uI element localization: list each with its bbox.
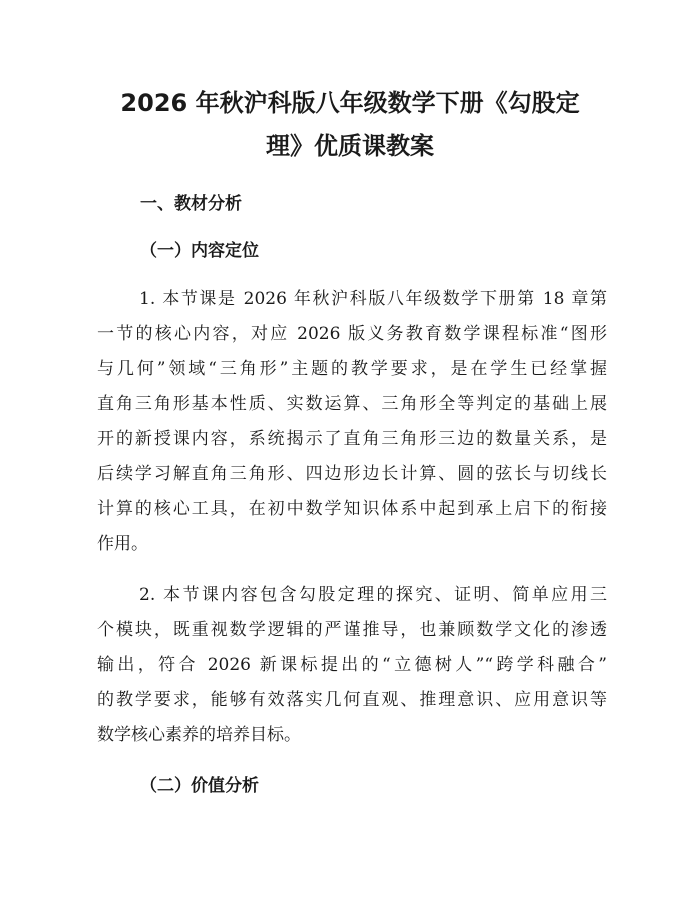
paragraph-1-line: 后续学习解直角三角形、四边形边长计算、圆的弦长与切线长 — [97, 464, 607, 484]
subsection-heading-value-analysis: （二）价值分析 — [140, 776, 259, 796]
document-title-line-2: 理》优质课教案 — [266, 132, 434, 160]
paragraph-2-line: 个模块，既重视数学逻辑的严谨推导，也兼顾数学文化的渗透 — [97, 620, 607, 640]
paragraph-2 — [97, 578, 607, 753]
paragraph-1-line: 与几何”领域“三角形”主题的教学要求，是在学生已经掌握 — [97, 359, 607, 379]
paragraph-2-line: 数学核心素养的培养目标。 — [97, 725, 301, 745]
document-title-line-1: 2026 年秋沪科版八年级数学下册《勾股定 — [120, 89, 580, 117]
paragraph-1 — [97, 282, 607, 562]
section-heading-textbook-analysis: 一、教材分析 — [140, 194, 242, 214]
paragraph-2-line: 输出，符合 2026 新课标提出的“立德树人”“跨学科融合” — [97, 655, 607, 675]
paragraph-1-line: 一节的核心内容，对应 2026 版义务教育数学课程标准“图形 — [97, 324, 607, 344]
paragraph-1-line: 1. 本节课是 2026 年秋沪科版八年级数学下册第 18 章第 — [139, 289, 607, 309]
paragraph-2-line: 的教学要求，能够有效落实几何直观、推理意识、应用意识等 — [97, 690, 607, 710]
paragraph-1-line: 开的新授课内容，系统揭示了直角三角形三边的数量关系，是 — [97, 429, 607, 449]
paragraph-1-line: 直角三角形基本性质、实数运算、三角形全等判定的基础上展 — [97, 394, 607, 414]
subsection-heading-content-positioning: （一）内容定位 — [140, 241, 259, 261]
paragraph-2-line: 2. 本节课内容包含勾股定理的探究、证明、简单应用三 — [139, 585, 607, 605]
paragraph-1-line: 作用。 — [97, 534, 148, 554]
paragraph-1-line: 计算的核心工具，在初中数学知识体系中起到承上启下的衔接 — [97, 499, 607, 519]
